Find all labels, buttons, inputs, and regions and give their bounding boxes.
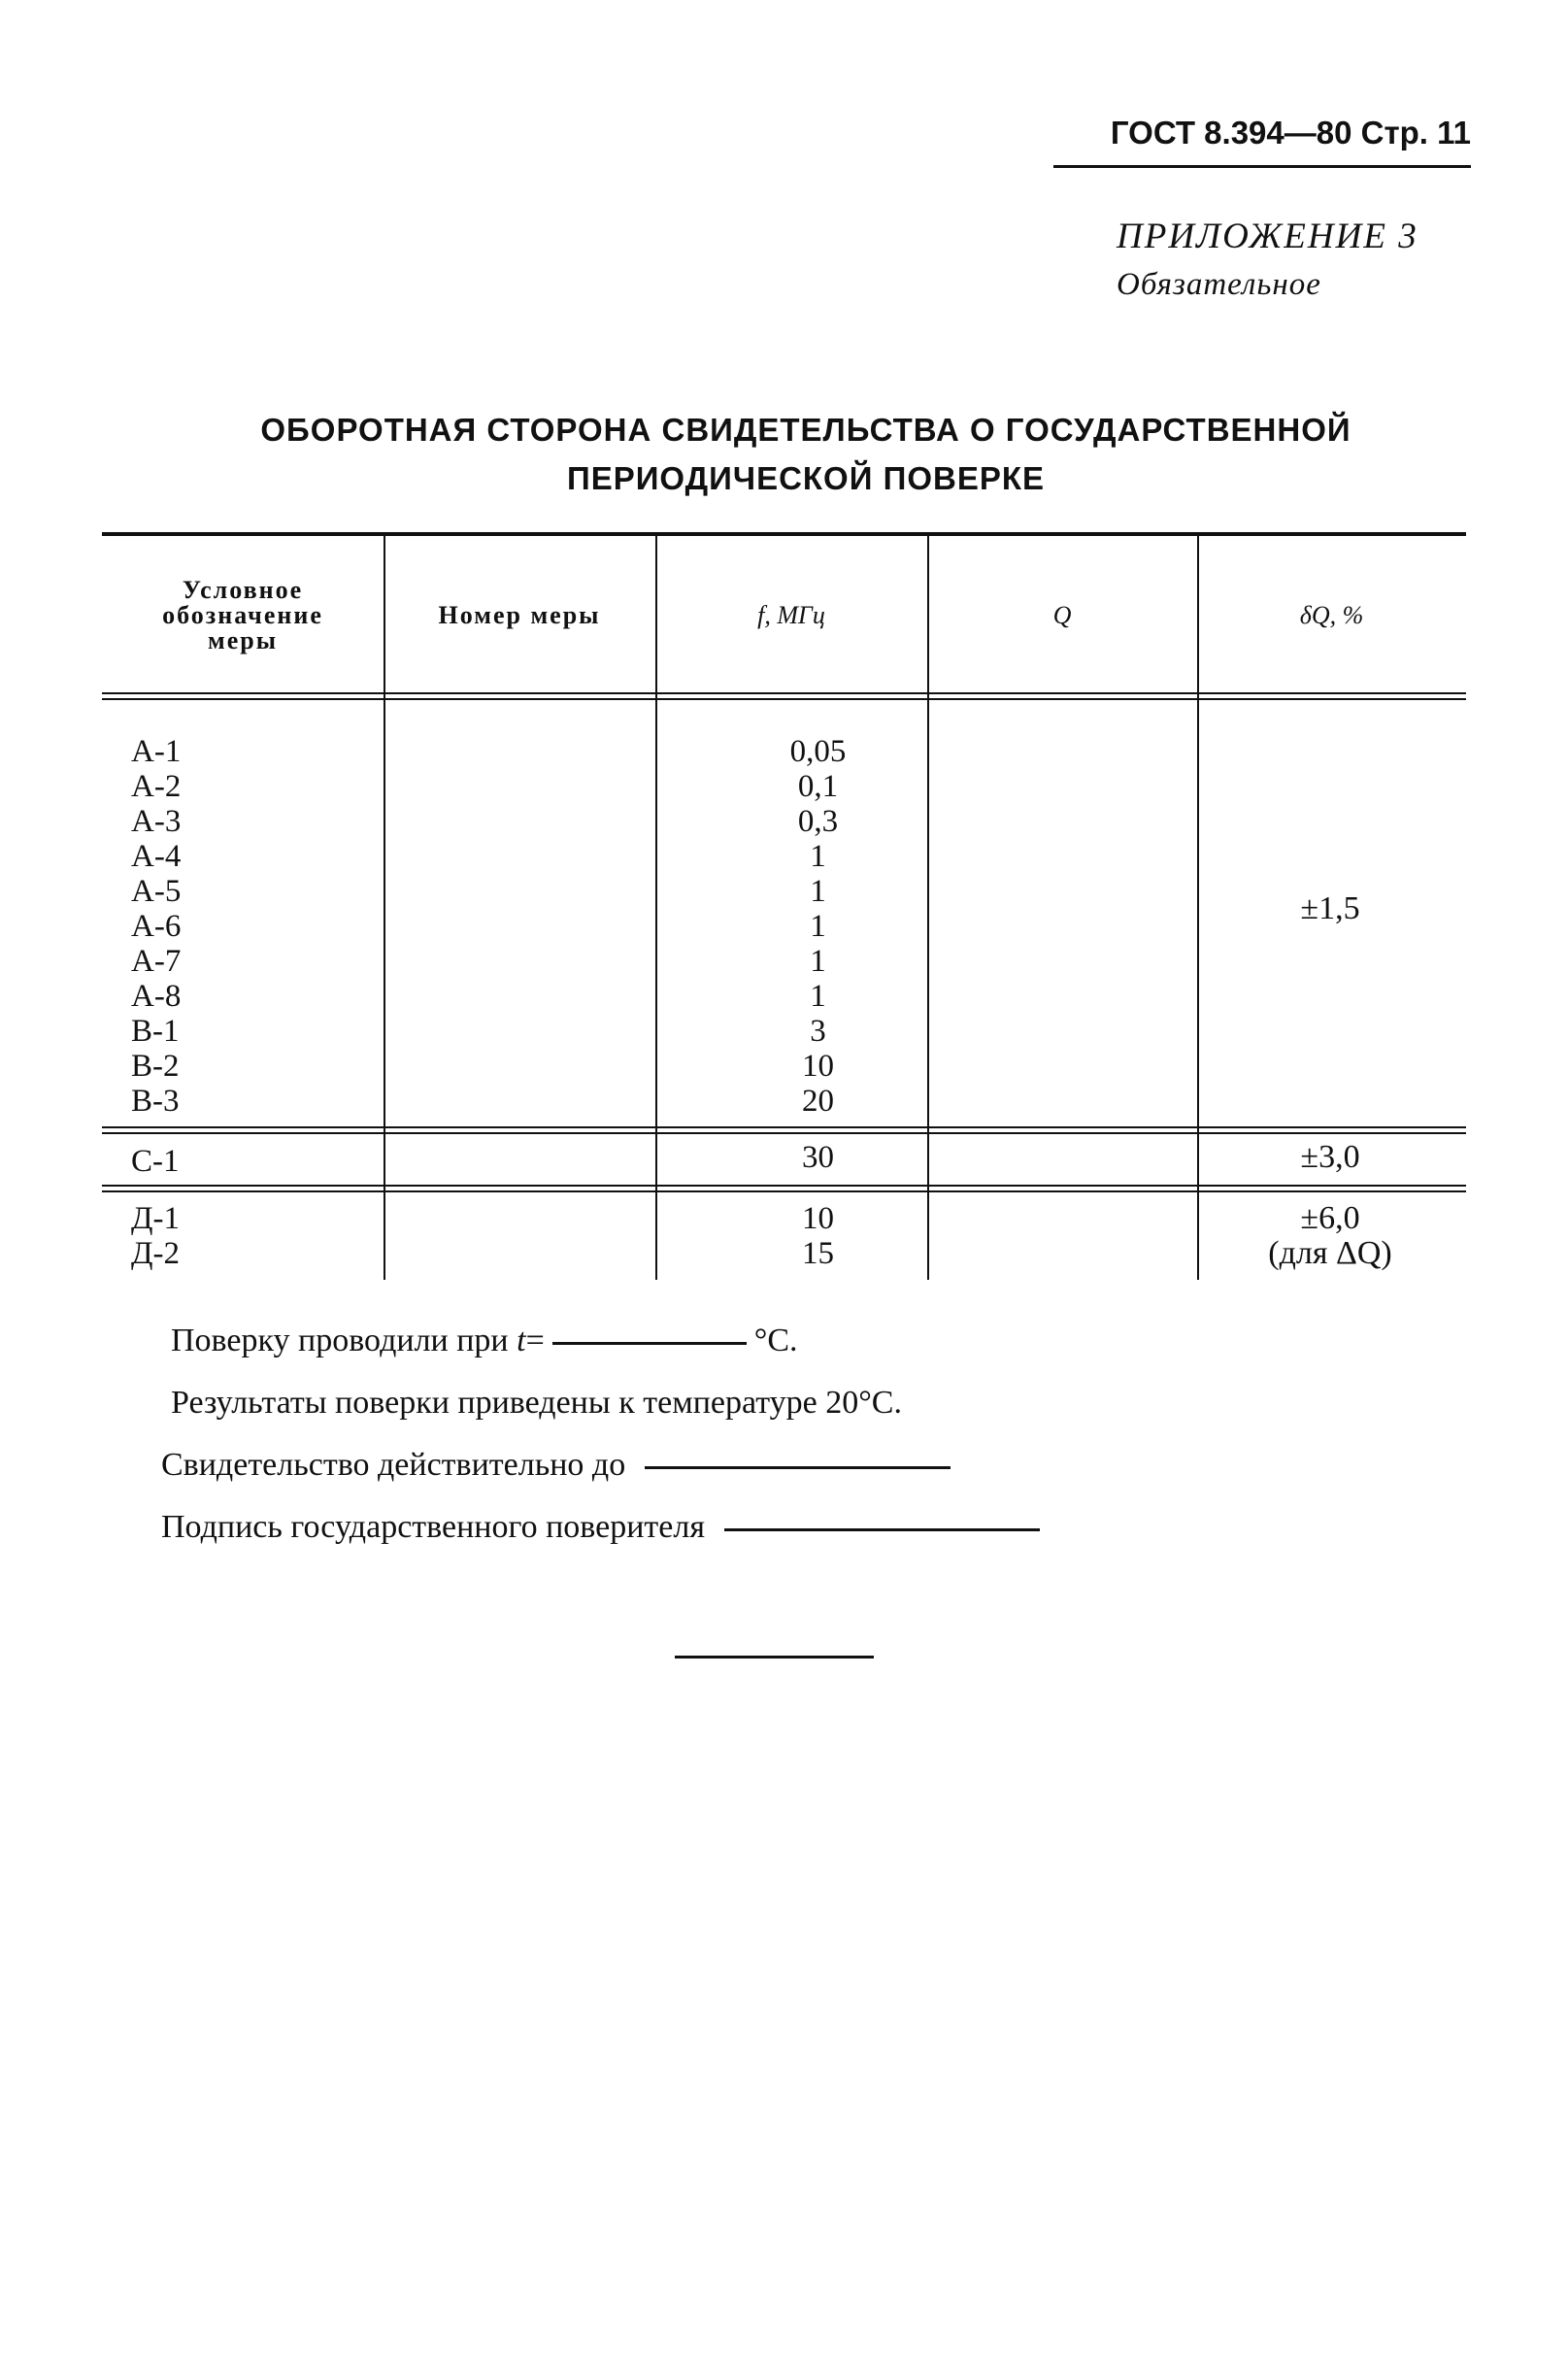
frequency-value: 1	[810, 909, 826, 944]
frequency-value: 1	[810, 874, 826, 909]
header-bottom-rule-1	[102, 692, 1466, 694]
valid-until-blank	[645, 1466, 951, 1469]
frequency-value: 1	[810, 839, 826, 874]
group-d-frequencies	[762, 1201, 874, 1271]
measure-name: В-2	[131, 1049, 180, 1084]
group-a-delta-q: ±1,5	[1300, 890, 1360, 926]
measure-name: А-1	[131, 734, 182, 769]
group-c-rule-2	[102, 1132, 1466, 1134]
frequency-value: 0,1	[797, 769, 839, 804]
header-rule	[1053, 165, 1471, 168]
header-delta-q: δQ, %	[1299, 601, 1364, 629]
verification-table	[102, 532, 1466, 1280]
header-text: ГОСТ 8.394—80 Стр. 11	[1110, 115, 1471, 151]
frequency-value: 20	[802, 1084, 834, 1119]
header-designation-line-2: обозначение	[162, 601, 323, 629]
frequency-value: 0,3	[797, 804, 839, 839]
end-rule	[675, 1656, 874, 1659]
group-d-rule-1	[102, 1185, 1466, 1187]
group-d-delta-q	[1199, 1201, 1461, 1271]
group-d-rule-2	[102, 1190, 1466, 1192]
appendix-subtitle: Обязательное	[1117, 267, 1321, 302]
appendix-title: ПРИЛОЖЕНИЕ 3	[1117, 217, 1418, 256]
appendix-block	[1117, 216, 1456, 303]
column-divider-2	[655, 536, 657, 1280]
column-divider-1	[384, 536, 385, 1280]
column-divider-3	[927, 536, 929, 1280]
signature-blank	[724, 1528, 1040, 1531]
form-line-temperature-text: Поверку проводили при	[171, 1323, 517, 1358]
measure-name: Д-1	[131, 1201, 180, 1236]
temperature-variable: t	[517, 1323, 526, 1358]
group-c-delta-q: ±3,0	[1300, 1139, 1360, 1175]
group-d-delta-q-value: ±6,0	[1300, 1200, 1360, 1236]
document-title-line-2: ПЕРИОДИЧЕСКОЙ ПОВЕРКЕ	[566, 460, 1046, 496]
form-line-temperature	[171, 1323, 798, 1359]
group-a-names	[131, 734, 181, 1119]
measure-name: В-1	[131, 1014, 180, 1049]
signature-label: Подпись государственного поверителя	[161, 1509, 705, 1545]
group-c-rule-1	[102, 1126, 1466, 1128]
header-designation	[102, 578, 384, 653]
group-d-names	[131, 1201, 180, 1271]
frequency-value: 10	[802, 1201, 834, 1236]
group-d-delta-q-note: (для ΔQ)	[1268, 1235, 1392, 1271]
group-c-frequencies	[762, 1140, 874, 1175]
valid-until-label: Свидетельство действительно до	[161, 1447, 626, 1483]
measure-name: В-3	[131, 1084, 180, 1119]
frequency-value: 30	[802, 1140, 834, 1175]
group-a-frequencies	[762, 734, 874, 1119]
measure-name: А-7	[131, 944, 182, 979]
frequency-value: 1	[810, 944, 826, 979]
temperature-unit: °С.	[753, 1323, 798, 1358]
measure-name: А-8	[131, 979, 182, 1014]
measure-name: А-2	[131, 769, 182, 804]
frequency-value: 15	[802, 1236, 834, 1271]
form-line-signature	[161, 1509, 1048, 1546]
frequency-value: 10	[802, 1049, 834, 1084]
document-title	[136, 406, 1476, 503]
measure-name: А-5	[131, 874, 182, 909]
frequency-value: 1	[810, 979, 826, 1014]
form-line-results: Результаты поверки приведены к температуре 20°С.	[171, 1385, 902, 1421]
form-line-valid-until	[161, 1447, 958, 1484]
table-top-rule	[102, 532, 1466, 536]
group-c-names	[131, 1144, 180, 1179]
header-q: Q	[1052, 601, 1072, 629]
measure-name: А-4	[131, 839, 182, 874]
measure-name: Д-2	[131, 1236, 180, 1271]
header-frequency: f, МГц	[757, 601, 825, 629]
measure-name: А-3	[131, 804, 182, 839]
measure-name: А-6	[131, 909, 182, 944]
temperature-blank	[552, 1342, 747, 1345]
header-bottom-rule-2	[102, 698, 1466, 700]
measure-name: С-1	[131, 1144, 180, 1179]
header-designation-line-3: меры	[207, 626, 278, 654]
header-measure-number: Номер меры	[438, 601, 601, 629]
header-designation-line-1: Условное	[182, 576, 304, 604]
frequency-value: 0,05	[789, 734, 847, 769]
frequency-value: 3	[810, 1014, 826, 1049]
document-title-line-1: ОБОРОТНАЯ СТОРОНА СВИДЕТЕЛЬСТВА О ГОСУДАРСТВЕННОЙ	[260, 412, 1351, 448]
page-header	[1053, 115, 1471, 153]
temperature-equals: =	[525, 1323, 545, 1358]
